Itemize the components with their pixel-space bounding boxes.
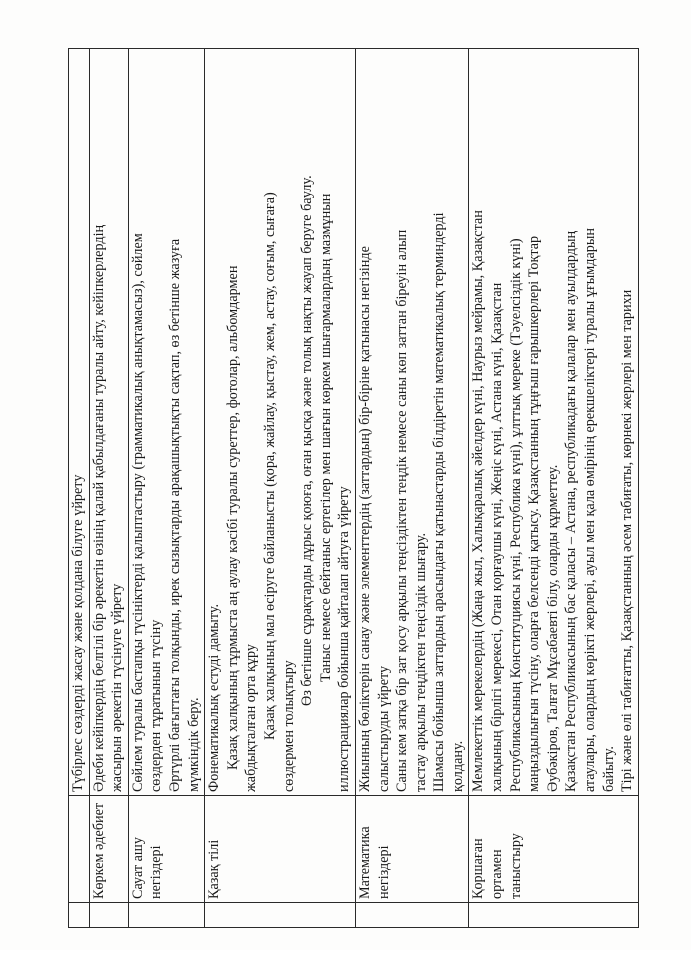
content-line: Әубәкіров, Талғат Мұсабаевті білу, оларды құрметтеу. — [544, 464, 561, 792]
content-line: Мемлекеттік мерекелердің (Жаңа жыл, Халықаралық әйелдер күні, Наурыз мейрамы, Қазақстан — [470, 210, 487, 792]
curriculum-table — [68, 48, 639, 928]
content-line: байыту. — [600, 746, 617, 792]
content-line: жасырын әрекетін түсінуге үйрету — [109, 583, 126, 792]
row-index-cell — [469, 903, 638, 928]
content-line: Өз бетінше сұрақтарды дұрыс қоюға, оған қысқа және толық нақты жауап беруге баулу. — [299, 175, 316, 706]
content-line: Республикасының Конституциясы күні, Республика күні), ұлттық мереке (Тәуелсіздік күні) — [507, 238, 524, 792]
table-row — [355, 49, 469, 928]
row-index-cell — [205, 903, 356, 928]
subject-cell: Қоршаған ортамен таныстыру — [469, 796, 638, 903]
row-index-cell — [355, 903, 469, 928]
table-row — [128, 49, 204, 928]
subject-cell: Қазақ тілі — [205, 796, 356, 903]
content-line: Жиынның бөліктерін санау және элементтердің (заттардың) бір-біріне қатынасы негізінде — [356, 246, 373, 792]
content-line: Түбірлес сөздерді жасау және қолдана білуге үйрету — [70, 474, 86, 792]
content-line: сөздермен толықтыру — [280, 660, 297, 792]
content-line: маңыздылығын түсіну, оларға белсенді қатысу. Қазақстанның тұңғыш ғарышкерлері Тоқтар — [526, 235, 543, 792]
content-line: Сөйлем туралы бастапқы түсініктерді қалыптастыру (грамматикалық анықтамасыз), сөйлем — [129, 233, 146, 792]
rotated-content — [30, 0, 680, 958]
content-cell — [205, 49, 356, 796]
row-index-cell — [89, 903, 128, 928]
content-cell — [469, 49, 638, 796]
content-line: Әдеби кейіпкердің белгілі бір әрекетін өзінің қалай қабылдағаны туралы айту, кейіпкерлердің — [90, 224, 107, 792]
table-row — [69, 49, 90, 928]
subject-cell: Сауат ашу негіздері — [128, 796, 204, 903]
content-line: тастау арқылы теңдіктен теңсіздік шығару. — [412, 532, 429, 792]
content-line: Тірі және өлі табиғатты, Қазақстанның әсем табиғаты, көрнекі жерлері мен тарихи — [619, 289, 636, 792]
row-index-cell — [128, 903, 204, 928]
content-line: Әртүрлі бағыттағы толқынды, ирек сызықтарды арақашықтықты сақтап, өз бетінше жазуға — [166, 238, 183, 792]
content-cell — [69, 49, 90, 796]
content-line: халқының бірлігі мерекесі, Отан қорғаушы күні, Жеңіс күні, Астана күні, Қазақстан — [489, 282, 506, 792]
content-line: сөздерден тұратынын түсіну — [148, 619, 165, 792]
content-line: салыстыруды үйрету — [375, 665, 392, 792]
content-line: атаулары, олардың көрікті жерлері, ауыл мен қала өмірінің ерекшеліктері туралы ұғымдарын — [582, 227, 599, 792]
content-cell — [89, 49, 128, 796]
subject-cell: Математика негіздері — [355, 796, 469, 903]
content-line: Қазақ халқының мал өсіруге байланысты (қора, жайлау, қыстау, жем, астау, соғым, сығаға) — [261, 192, 278, 740]
content-line: Қазақстан Республикасының бас қаласы – Астана, республикадағы қалалар мен ауылдардың — [563, 230, 580, 792]
content-line: мүмкіндік беру. — [185, 697, 202, 792]
subject-cell: Көркем әдебиет — [89, 796, 128, 903]
table-row — [89, 49, 128, 928]
subject-cell — [69, 796, 90, 903]
content-cell — [355, 49, 469, 796]
content-line: Шамасы бойынша заттардың арасындағы қатынастарды білдіретін математикалық терминдерді — [431, 212, 448, 792]
content-line: Қазақ халқының тұрмыста аң аулау кәсібі туралы суреттер, фотолар, альбомдармен — [224, 265, 241, 770]
table-row — [469, 49, 638, 928]
content-cell — [128, 49, 204, 796]
content-line: иллюстрациялар бойынша қайталап айтуға үйрету — [336, 486, 353, 792]
content-line: Таныс немесе бейтаныс ертегілер мен шағын көркем шығармалардың мазмұнын — [317, 193, 334, 682]
content-line: жабдықталған орта құру — [243, 644, 260, 792]
content-line: Фонематикалық естуді дамыту. — [206, 603, 223, 792]
content-line: Саны кем затқа бір зат қосу арқылы теңсіздіктен теңдік немесе саны көп заттан біреуін алып — [394, 229, 411, 792]
table-row — [205, 49, 356, 928]
content-line: қолдану. — [449, 740, 466, 792]
row-index-cell — [69, 903, 90, 928]
